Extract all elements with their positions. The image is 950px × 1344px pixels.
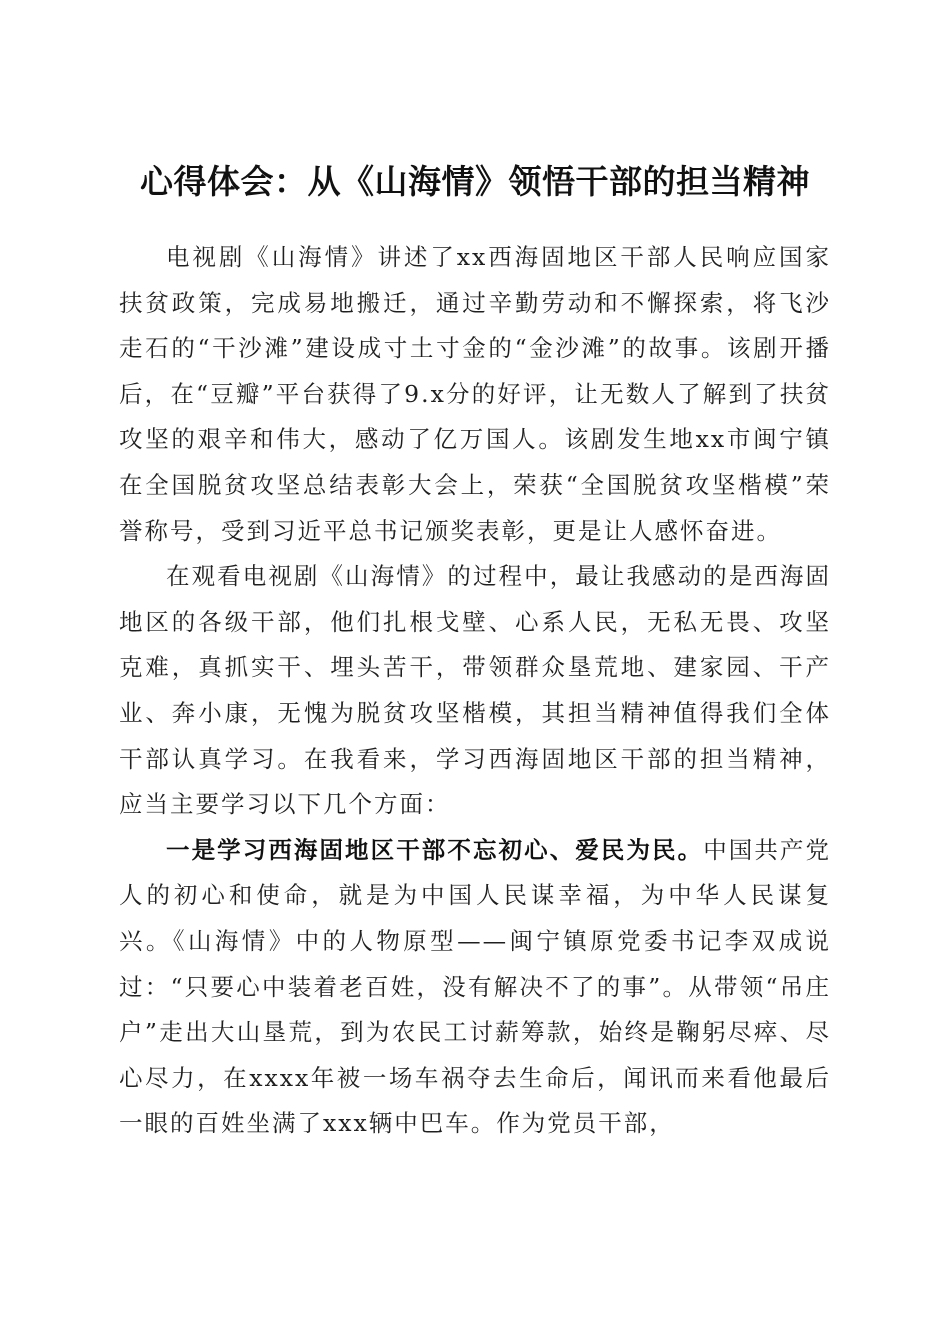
- paragraph-lead-heading: 一是学习西海固地区干部不忘初心、爱民为民。: [166, 835, 704, 864]
- paragraph-text: 在观看电视剧《山海情》的过程中，最让我感动的是西海固地区的各级干部，他们扎根戈壁、心系人民，无私无畏、攻坚克难，真抓实干、埋头苦干，带领群众垦荒地、建家园、干产业、奔小康，无愧为脱贫攻坚楷模，其担当精神值得我们全体干部认真学习。在我看来，学习西海固地区干部的担当精神，应当主要学习以下几个方面：: [119, 562, 831, 819]
- paragraph-text: 中国共产党人的初心和使命，就是为中国人民谋幸福，为中华人民谋复兴。《山海情》中的人物原型——闽宁镇原党委书记李双成说过：“只要心中装着老百姓，没有解决不了的事”。从带领“吊庄户”走出大山垦荒，到为农民工讨薪筹款，始终是鞠躬尽瘁、尽心尽力，在xxxx年被一场车祸夺去生命后，闻讯而来看他最后一眼的百姓坐满了xxx辆中巴车。作为党员干部，: [119, 835, 832, 1138]
- paragraph-point-one: [119, 828, 831, 1147]
- paragraph-overview: [119, 554, 831, 828]
- document-body: [119, 235, 831, 1147]
- document-title: 心得体会：从《山海情》领悟干部的担当精神: [140, 162, 810, 202]
- paragraph-text: 电视剧《山海情》讲述了xx西海固地区干部人民响应国家扶贫政策，完成易地搬迁，通过辛勤劳动和不懈探索，将飞沙走石的“干沙滩”建设成寸土寸金的“金沙滩”的故事。该剧开播后，在“豆瓣”平台获得了9.x分的好评，让无数人了解到了扶贫攻坚的艰辛和伟大，感动了亿万国人。该剧发生地xx市闽宁镇在全国脱贫攻坚总结表彰大会上，荣获“全国脱贫攻坚楷模”荣誉称号，受到习近平总书记颁奖表彰，更是让人感怀奋进。: [119, 243, 831, 545]
- paragraph-intro: [119, 235, 831, 554]
